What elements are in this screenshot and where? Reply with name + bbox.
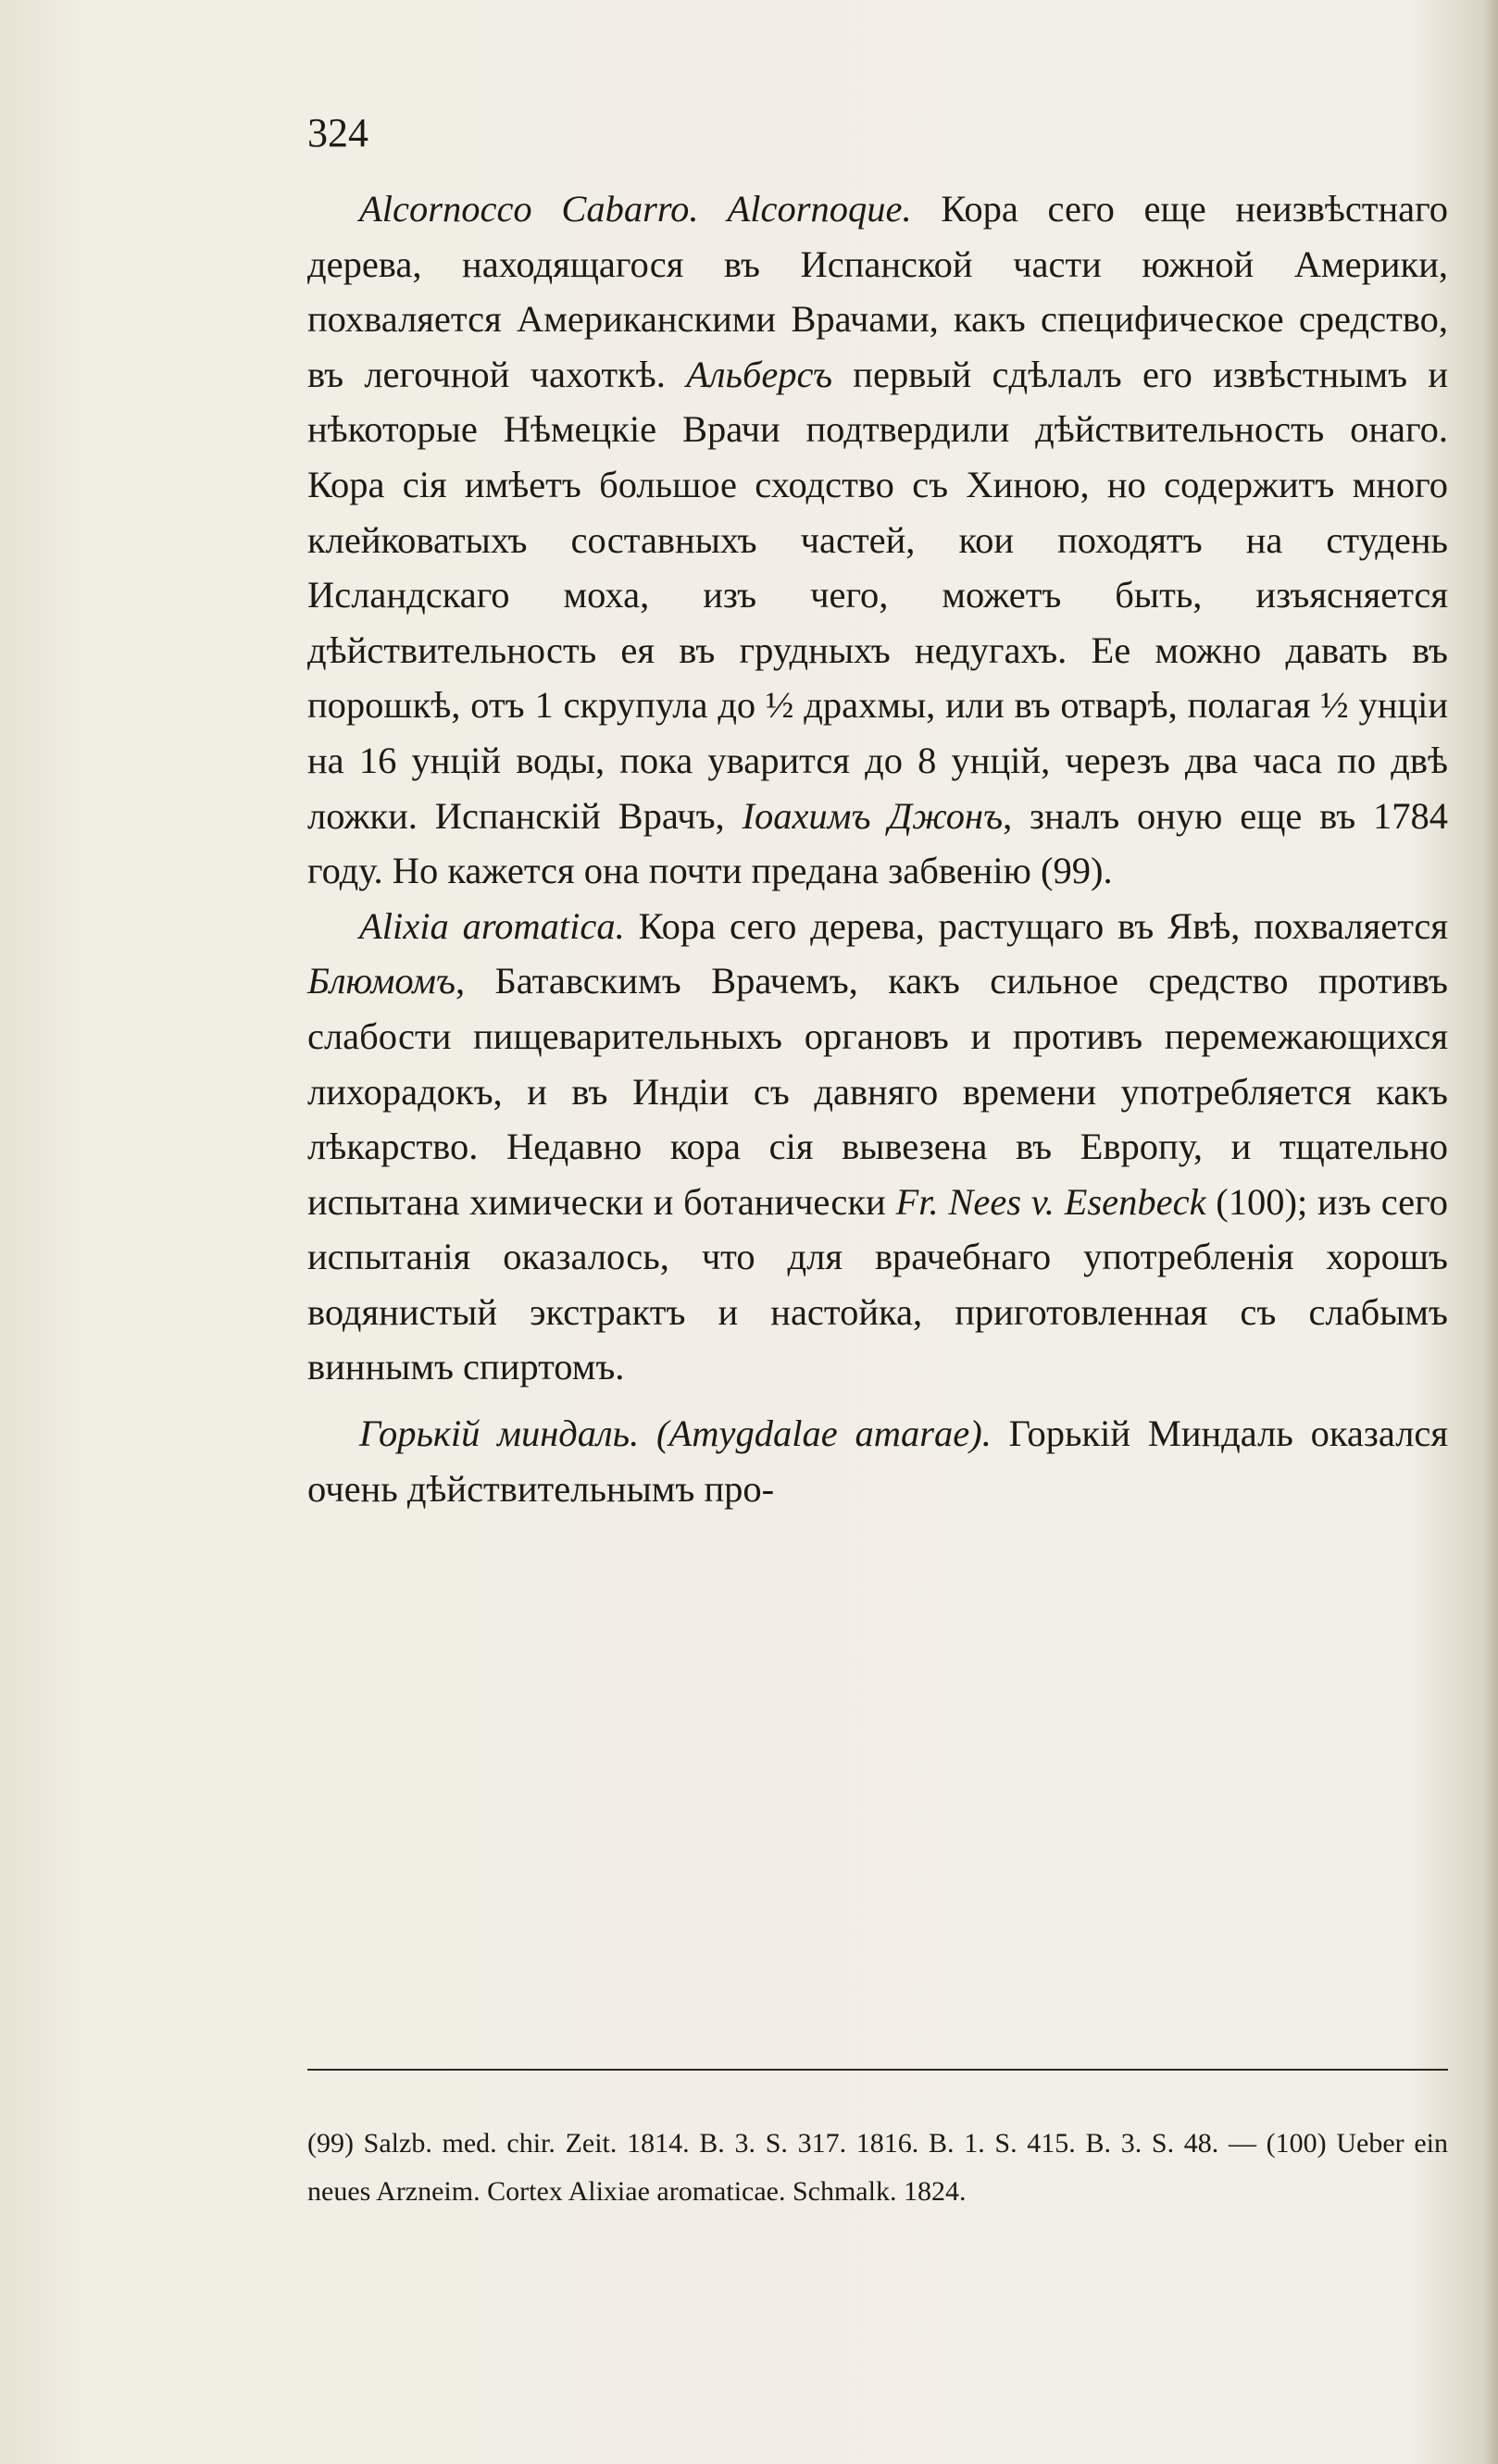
- footnote: (99) Salzb. med. chir. Zeit. 1814. B. 3. S. 317. 1816. B. 1. S. 415. B. 3. S. 48. — (100) Ueber ein neues Arzneim. Cortex Alixiae aromaticae. Schmalk. 1824.: [307, 2128, 1448, 2207]
- paragraph-run: , Батавскимъ Врачемъ, какъ сильное средство противъ слабости пищеварительныхъ органовъ и противъ перемежающихся лихорадокъ, и въ Индіи съ давняго времени употребляется какъ лѣкарство. Недавно кора сія вывезена въ Европу, и тщательно испытана химически и ботанически: [307, 960, 1448, 1223]
- page-number: 324: [307, 110, 368, 156]
- paragraph-alcornocco: [307, 181, 1448, 899]
- paragraph-run: , зналъ оную еще въ 1784 году. Но кажется она почти предана забвенію (99).: [307, 794, 1449, 892]
- paragraph-run: Блюмомъ: [307, 960, 456, 1002]
- paragraph-run: Alixia aromatica.: [359, 904, 625, 947]
- paragraph-run: Іоахимъ Джонъ: [742, 794, 1004, 837]
- body-text: [307, 181, 1448, 1516]
- paragraph-run: (100); изъ сего испытанія оказалось, что для врачебнаго употребленія хорошъ водянистый экстрактъ и настойка, приготовленная съ слабымъ виннымъ спиртомъ.: [307, 1180, 1448, 1388]
- paragraph-run: первый сдѣлалъ его извѣстнымъ и нѣкоторые Нѣмецкіе Врачи подтвердили дѣйствительность онаго. Кора сія имѣетъ большое сходство съ Хиною, но содержитъ много клейковатыхъ составныхъ частей, кои походятъ на студень Исландскаго моха, изъ чего, можетъ быть, изъясняется дѣйствительность ея въ грудныхъ недугахъ. Ее можно давать въ порошкѣ, отъ 1 скрупула до ½ драхмы, или въ отварѣ, полагая ½ унціи на 16 унцій воды, пока уварится до 8 унцій, черезъ два часа по двѣ ложки. Испанскій Врачъ,: [307, 353, 1449, 837]
- paragraph-run: Fr. Nees v. Esenbeck: [895, 1180, 1206, 1223]
- paragraph-amygdalae: [307, 1406, 1448, 1516]
- paragraph-run: Кора сего дерева, растущаго въ Явѣ, похваляется: [624, 904, 1448, 947]
- paragraph-run: Горькій Миндаль оказался очень дѣйствительнымъ про-: [307, 1412, 1449, 1510]
- paragraph-run: Альберсъ: [686, 353, 833, 395]
- paragraph-run: Alcornocco Cabarro. Alcornoque.: [359, 188, 912, 230]
- footnotes: [307, 2120, 1448, 2216]
- paragraph-run: Горькій миндаль. (Amygdalae amarae).: [359, 1412, 992, 1455]
- footnote-divider: [307, 2069, 1448, 2071]
- paragraph-run: Кора сего еще неизвѣстнаго дерева, находящагося въ Испанской части южной Америки, похваляется Американскими Врачами, какъ специфическое средство, въ легочной чахоткѣ.: [307, 188, 1448, 395]
- paragraph-alixia: [307, 899, 1448, 1395]
